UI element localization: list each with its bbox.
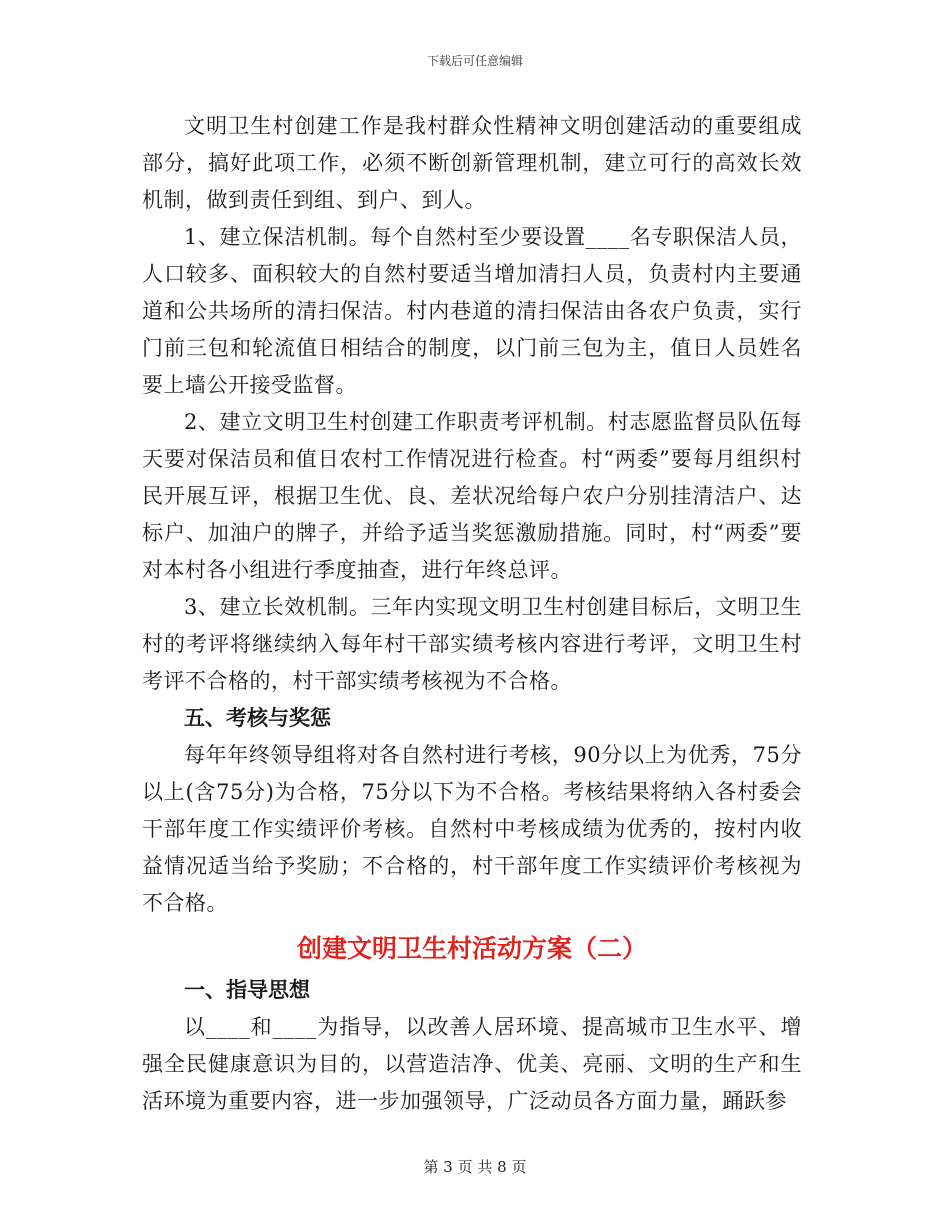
paragraph-assessment: 每年年终领导组将对各自然村进行考核，90分以上为优秀，75分以上(含75分)为合格，75分以下为不合格。考核结果将纳入各村委会干部年度工作实绩评价考核。自然村中考核成绩为优秀的，按村内收益情况适当给予奖励；不合格的，村干部年度工作实绩评价考核视为不合格。: [142, 743, 802, 915]
paragraph-evaluation-mechanism: 2、建立文明卫生村创建工作职责考评机制。村志愿监督员队伍每天要对保洁员和值日农村工作情况进行检查。村“两委”要每月组织村民开展互评，根据卫生优、良、差状况给每户农户分别挂清洁户、达标户、加油户的牌子，并给予适当奖惩激励措施。同时，村“两委”要对本村各小组进行季度抽查，进行年终总评。: [142, 410, 802, 582]
paragraph-intro: 文明卫生村创建工作是我村群众性精神文明创建活动的重要组成部分，搞好此项工作，必须不断创新管理机制，建立可行的高效长效机制，做到责任到组、到户、到人。: [142, 114, 802, 212]
section-heading-assessment: 五、考核与奖惩: [184, 706, 331, 730]
document-body: [142, 108, 802, 1120]
page-footer: 第 3 页 共 8 页: [423, 1158, 527, 1176]
document-title-part-two: 创建文明卫生村活动方案（二）: [296, 934, 647, 963]
paragraph-guiding-ideology: 以____和____为指导，以改善人居环境、提高城市卫生水平、增强全民健康意识为目的，以营造洁净、优美、亮丽、文明的生产和生活环境为重要内容，进一步加强领导，广泛动员各方面力量，踊跃参: [142, 1015, 802, 1113]
section-heading-guiding-ideology: 一、指导思想: [184, 978, 310, 1002]
paragraph-cleaning-mechanism: 1、建立保洁机制。每个自然村至少要设置____名专职保洁人员，人口较多、面积较大的自然村要适当增加清扫人员，负责村内主要通道和公共场所的清扫保洁。村内巷道的清扫保洁由各农户负责，实行门前三包和轮流值日相结合的制度，以门前三包为主，值日人员姓名要上墙公开接受监督。: [142, 225, 802, 397]
paragraph-long-term-mechanism: 3、建立长效机制。三年内实现文明卫生村创建目标后，文明卫生村的考评将继续纳入每年村干部实绩考核内容进行考评，文明卫生村考评不合格的，村干部实绩考核视为不合格。: [142, 595, 802, 693]
page-header: 下载后可任意编辑: [426, 54, 523, 68]
